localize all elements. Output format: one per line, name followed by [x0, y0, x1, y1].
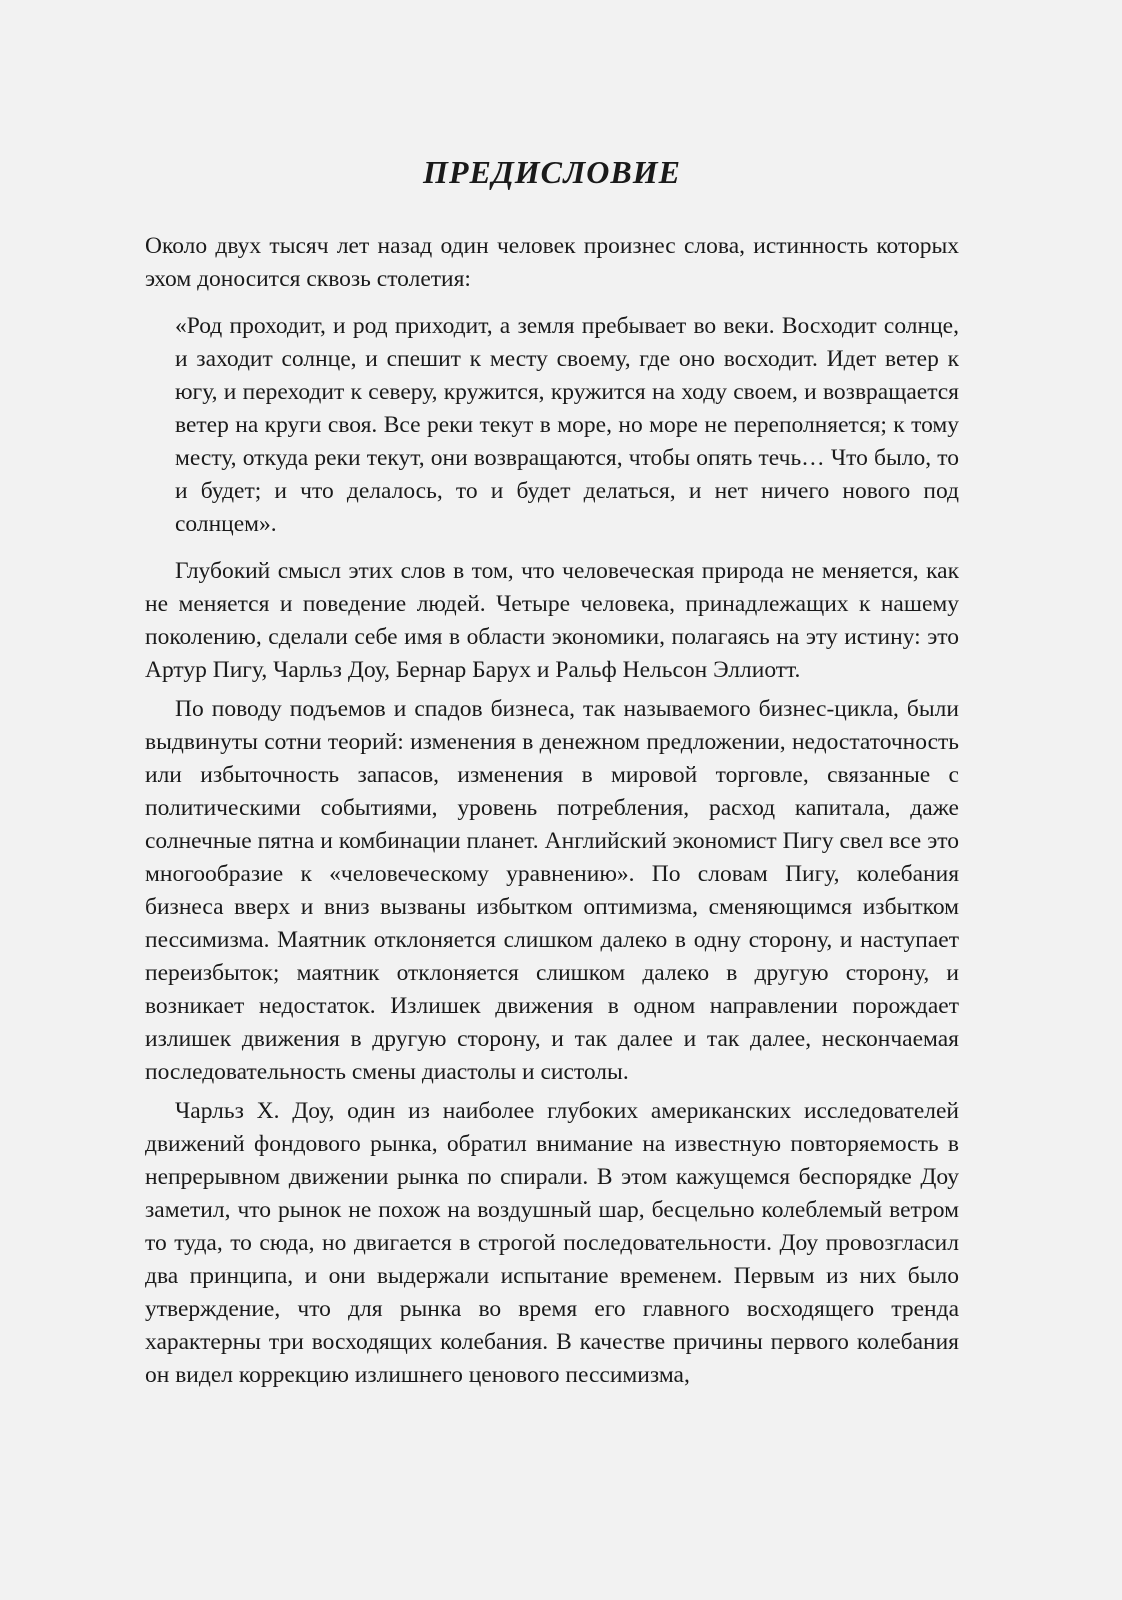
- page-title: ПРЕДИСЛОВИЕ: [423, 154, 681, 190]
- intro-paragraph: Около двух тысяч лет назад один человек произнес слова, истинность которых эхом доносится сквозь столетия:: [145, 233, 959, 292]
- paragraph-dow: Чарльз Х. Доу, один из наиболее глубоких американских исследователей движений фондового рынка, обратил внимание на известную повторяемость в непрерывном движении рынка по спирали. В этом кажущемся беспорядке Доу заметил, что рынок не похож на воздушный шар, бесцельно колеблемый ветром то туда, то сюда, но двигается в строгой последовательности. Доу провозгласил два принципа, и они выдержали испытание временем. Первым из них было утверждение, что для рынка во время его главного восходящего тренда характерны три восходящих колебания. В качестве причины первого колебания он видел коррекцию излишнего ценового пессимизма,: [145, 1098, 959, 1388]
- paragraph-pigou: По поводу подъемов и спадов бизнеса, так называемого бизнес-цикла, были выдвинуты сотни теорий: изменения в денежном предложении, недостаточность или избыточность запасов, изменения в мировой торговле, связанные с политическими событиями, уровень потребления, расход капитала, даже солнечные пятна и комбинации планет. Английский экономист Пигу свел все это многообразие к «человеческому уравнению». По словам Пигу, колебания бизнеса вверх и вниз вызваны избытком оптимизма, сменяющимся избытком пессимизма. Маятник отклоняется слишком далеко в одну сторону, и наступает переизбыток; маятник отклоняется слишком далеко в другую сторону, и возникает недостаток. Излишек движения в одном направлении порождает излишек движения в другую сторону, и так далее и так далее, нескончаемая последовательность смены диастолы и систолы.: [145, 696, 959, 1085]
- paragraph-human-nature: Глубокий смысл этих слов в том, что человеческая природа не меняется, как не меняется и поведение людей. Четыре человека, принадлежащих к нашему поколению, сделали себе имя в области экономики, полагаясь на эту истину: это Артур Пигу, Чарльз Доу, Бернар Барух и Ральф Нельсон Эллиотт.: [145, 558, 959, 683]
- document-page: [145, 150, 959, 1392]
- ecclesiastes-quote: «Род проходит, и род приходит, а земля пребывает во веки. Восходит солнце, и заходит солнце, и спешит к месту своему, где оно восходит. Идет ветер к югу, и переходит к северу, кружится, кружится на ходу своем, и возвращается ветер на круги своя. Все реки текут в море, но море не переполняется; к тому месту, откуда реки текут, они возвращаются, чтобы опять течь… Что было, то и будет; и что делалось, то и будет делаться, и нет ничего нового под солнцем».: [175, 313, 959, 537]
